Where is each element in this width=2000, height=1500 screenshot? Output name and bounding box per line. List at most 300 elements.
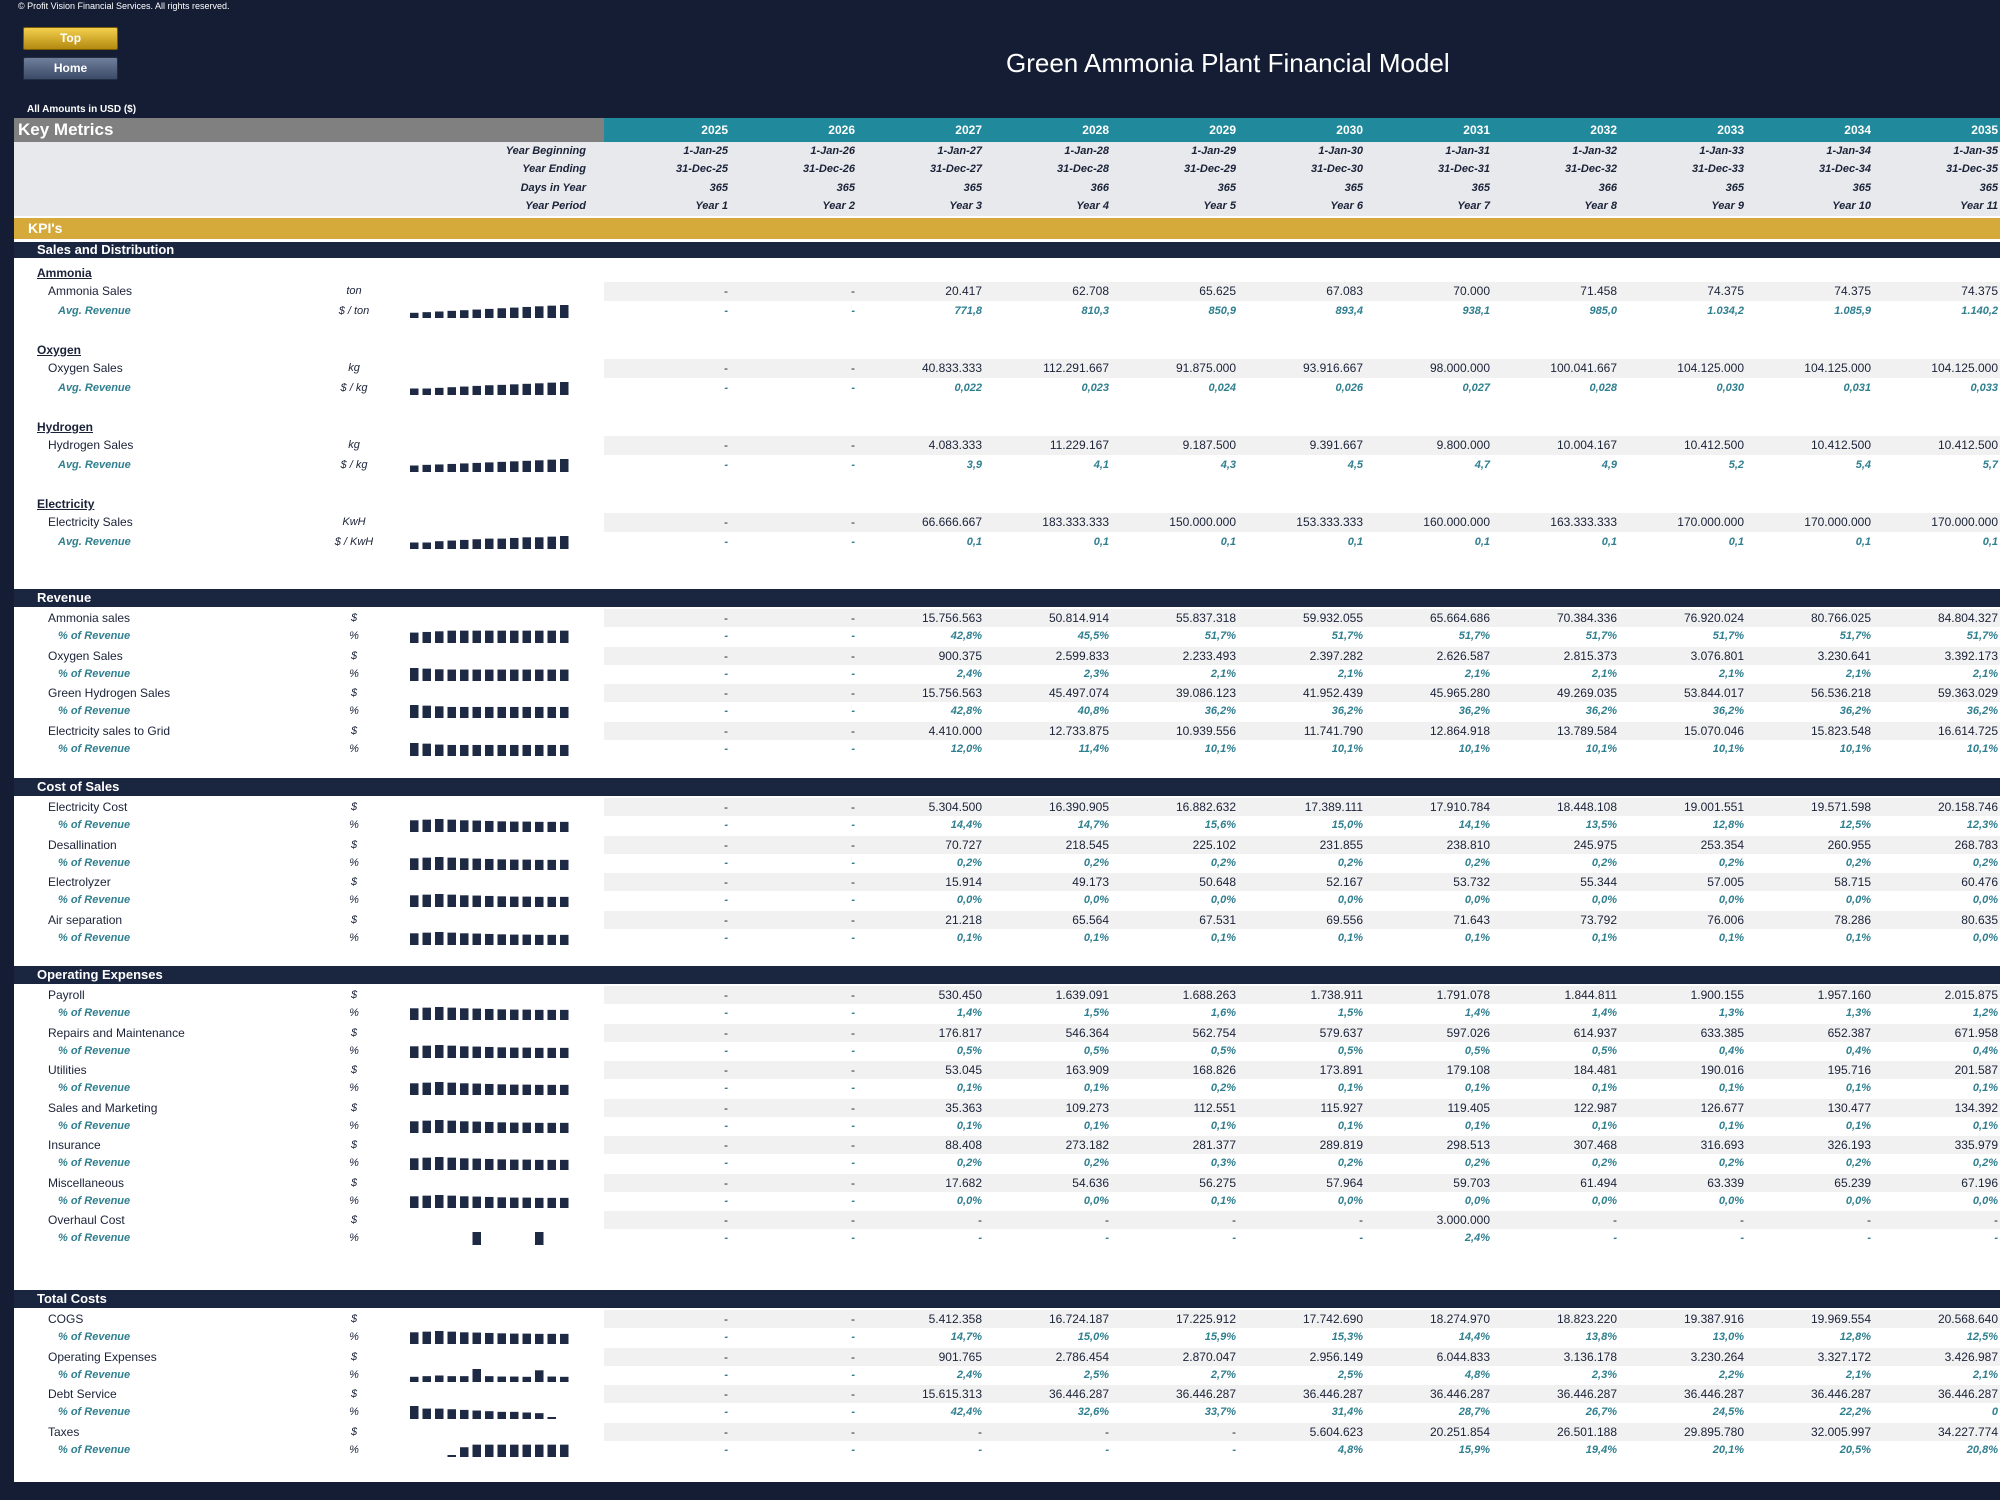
spark-bar xyxy=(435,894,444,907)
percent-unit: % xyxy=(349,705,359,717)
top-button[interactable]: Top xyxy=(23,27,118,50)
metric-value: 104.125.000 xyxy=(1931,361,1998,375)
percent-value: 51,7% xyxy=(1585,630,1617,642)
spark-bar xyxy=(423,895,432,907)
spark-bar xyxy=(510,897,519,907)
line-item-value: 122.987 xyxy=(1573,1100,1617,1115)
spark-bar xyxy=(560,744,569,755)
spark-bar xyxy=(473,1369,482,1382)
spark-bar xyxy=(460,858,469,870)
line-item-value: 57.964 xyxy=(1326,1175,1363,1190)
percent-value: 1,5% xyxy=(1083,1007,1109,1019)
percent-label: % of Revenue xyxy=(58,1194,131,1207)
sub-metric-value: 0,1 xyxy=(1093,536,1109,548)
spark-bar xyxy=(535,897,544,907)
spark-bar xyxy=(435,1082,444,1095)
percent-value: 1,6% xyxy=(1210,1007,1236,1019)
line-item-value: 901.765 xyxy=(938,1349,982,1364)
line-item-row xyxy=(14,647,2000,665)
line-item-value: 70.384.336 xyxy=(1556,611,1617,625)
spark-bar xyxy=(460,540,469,549)
spark-bar xyxy=(548,383,557,395)
line-item-value: 50.648 xyxy=(1199,875,1236,889)
spark-bar xyxy=(560,1010,569,1020)
line-item-value: 112.551 xyxy=(1193,1100,1236,1115)
sub-metric-row xyxy=(14,379,2000,398)
line-item-value: 71.643 xyxy=(1453,912,1490,927)
percent-of-revenue-row xyxy=(14,1192,2000,1210)
spark-bar xyxy=(535,460,544,472)
percent-value: 15,0% xyxy=(1331,819,1363,831)
timeline-row xyxy=(14,142,2000,161)
spark-bar xyxy=(473,896,482,907)
line-item-value: 2.786.454 xyxy=(1055,1349,1109,1364)
percent-label: % of Revenue xyxy=(58,742,131,755)
timeline-label: Year Beginning xyxy=(505,145,586,157)
group-title: Electricity xyxy=(37,497,95,511)
spark-bar xyxy=(435,1157,444,1170)
percent-value: 0,0% xyxy=(1337,1194,1363,1207)
line-item-value: 633.385 xyxy=(1700,1025,1744,1040)
spark-bar xyxy=(473,1333,482,1344)
percent-of-revenue-row xyxy=(14,1403,2000,1421)
percent-value: 0,1% xyxy=(1718,1082,1744,1094)
spark-bar xyxy=(548,859,557,869)
spark-bar xyxy=(435,312,444,319)
spark-bar xyxy=(448,1083,457,1095)
line-item-row xyxy=(14,798,2000,816)
line-item-value: 70.727 xyxy=(945,837,982,852)
line-item-value: 19.969.554 xyxy=(1810,1312,1871,1326)
line-item-value: 17.225.912 xyxy=(1175,1312,1236,1326)
line-item-unit: $ xyxy=(350,649,358,662)
percent-value: 10,1% xyxy=(1458,742,1490,755)
percent-value: 0,1% xyxy=(1718,1119,1744,1132)
spark-bar xyxy=(435,857,444,870)
line-item-value: 268.783 xyxy=(1954,837,1998,852)
percent-value: - xyxy=(851,1406,855,1418)
percent-value: 0,2% xyxy=(1464,1157,1490,1169)
key-metrics-label: Key Metrics xyxy=(14,118,604,142)
spark-bar xyxy=(510,1412,519,1419)
spark-bar xyxy=(448,895,457,907)
spark-bar xyxy=(485,1411,494,1419)
spark-bar xyxy=(460,1121,469,1133)
line-item-value: - xyxy=(851,1312,855,1326)
spark-bar xyxy=(485,896,494,907)
percent-value: - xyxy=(724,819,728,831)
spark-bar xyxy=(498,1197,507,1208)
sparkline xyxy=(410,854,580,872)
percent-value: - xyxy=(851,705,855,717)
spark-bar xyxy=(498,1412,507,1419)
spark-bar xyxy=(498,1333,507,1344)
sub-metric-value: - xyxy=(724,536,728,548)
spark-bar xyxy=(498,821,507,832)
percent-value: 0,1% xyxy=(1210,931,1236,944)
line-item-row xyxy=(14,1136,2000,1154)
line-item-row xyxy=(14,836,2000,854)
spark-bar xyxy=(548,460,557,472)
line-item-value: 78.286 xyxy=(1834,912,1871,927)
line-item-value: - xyxy=(851,1424,855,1439)
percent-value: 0,2% xyxy=(1210,856,1236,869)
line-item-row xyxy=(14,1385,2000,1403)
spark-bar xyxy=(535,1334,544,1344)
line-item-value: 201.587 xyxy=(1954,1063,1998,1077)
line-item-value: 36.446.287 xyxy=(1937,1387,1998,1401)
sub-metric-label: Avg. Revenue xyxy=(58,459,131,471)
line-item-value: 80.635 xyxy=(1961,912,1998,927)
percent-value: 0,1% xyxy=(1591,1119,1617,1132)
spark-bar xyxy=(448,1008,457,1020)
timeline-value: 365 xyxy=(836,182,855,194)
percent-value: - xyxy=(851,630,855,642)
percent-value: 0,2% xyxy=(1083,1157,1109,1169)
spark-bar xyxy=(510,1122,519,1132)
line-item-value: - xyxy=(851,875,855,889)
timeline-value: 365 xyxy=(1852,182,1871,194)
percent-value: 0,1% xyxy=(956,1119,982,1132)
percent-value: 36,2% xyxy=(1331,705,1363,717)
metric-row xyxy=(14,436,2000,455)
bottom-bar xyxy=(14,1482,2000,1490)
spark-bar xyxy=(510,1047,519,1057)
spark-bar xyxy=(448,820,457,832)
spark-bar xyxy=(448,464,457,472)
spark-bar xyxy=(548,707,557,718)
sparkline xyxy=(410,665,580,683)
line-item-value: 6.044.833 xyxy=(1436,1349,1490,1364)
spark-bar xyxy=(423,668,432,680)
percent-of-revenue-row xyxy=(14,1328,2000,1346)
spark-bar xyxy=(435,932,444,945)
line-item-value: - xyxy=(851,686,855,700)
line-item-value: 2.956.149 xyxy=(1309,1349,1363,1364)
timeline-label: Days in Year xyxy=(520,182,586,194)
spark-bar xyxy=(410,668,419,681)
metric-value: 10.412.500 xyxy=(1683,438,1744,452)
percent-value: 0,0% xyxy=(1464,894,1490,906)
copyright-notice: © Profit Vision Financial Services. All rights reserved. xyxy=(18,1,230,11)
spark-bar xyxy=(473,707,482,718)
timeline-label: Year Period xyxy=(525,200,586,212)
percent-value: 0,0% xyxy=(1591,1194,1617,1207)
line-item-value: 16.724.187 xyxy=(1048,1312,1109,1326)
spark-bar xyxy=(510,859,519,869)
line-item-value: 316.693 xyxy=(1700,1138,1744,1152)
spark-bar xyxy=(410,1083,419,1095)
group-title: Oxygen xyxy=(37,343,82,357)
line-item-value: - xyxy=(724,686,728,700)
timeline-value: 365 xyxy=(709,182,728,194)
spark-bar xyxy=(423,1409,432,1419)
sales-group-heading xyxy=(14,265,2000,281)
percent-value: - xyxy=(724,705,728,717)
spark-bar xyxy=(448,1158,457,1170)
line-item-value: 163.909 xyxy=(1065,1063,1109,1077)
percent-value: - xyxy=(851,1331,855,1343)
spark-bar xyxy=(448,541,457,549)
sub-metric-value: 810,3 xyxy=(1081,305,1109,317)
sub-metric-value: 0,1 xyxy=(1982,536,1998,548)
sub-metric-value: 0,1 xyxy=(966,536,982,548)
line-item-value: 5.412.358 xyxy=(928,1312,982,1326)
percent-value: 0,1% xyxy=(1083,1119,1109,1132)
percent-value: 14,4% xyxy=(1458,1331,1490,1343)
line-item-value: - xyxy=(851,1100,855,1115)
spark-bar xyxy=(473,669,482,680)
line-item-value: 34.227.774 xyxy=(1937,1424,1998,1439)
line-item-value: 4.410.000 xyxy=(928,723,982,738)
percent-value: 0,1% xyxy=(1845,1082,1871,1094)
home-button[interactable]: Home xyxy=(23,57,118,80)
sub-metric-value: 0,1 xyxy=(1855,536,1871,548)
timeline-row xyxy=(14,179,2000,198)
spark-bar xyxy=(535,1444,544,1456)
sparkline xyxy=(410,1117,580,1135)
year-header: 2026 xyxy=(828,123,855,137)
percent-value: 0,2% xyxy=(1210,1082,1236,1094)
line-item-label: Utilities xyxy=(48,1063,87,1077)
spark-bar xyxy=(410,389,419,396)
line-item-value: 176.817 xyxy=(938,1025,982,1040)
line-item-value: 1.844.811 xyxy=(1564,988,1617,1002)
percent-value: - xyxy=(1740,1232,1744,1244)
line-item-value: 41.952.439 xyxy=(1302,686,1363,700)
spark-bar xyxy=(423,1008,432,1020)
percent-value: 0,1% xyxy=(1591,931,1617,944)
spark-bar xyxy=(535,1085,544,1095)
sub-metric-value: 0,1 xyxy=(1220,536,1236,548)
metric-value: - xyxy=(851,361,855,375)
line-item-value: 119.405 xyxy=(1447,1100,1490,1115)
spark-bar xyxy=(448,311,457,318)
spark-bar xyxy=(498,669,507,680)
percent-value: - xyxy=(724,1044,728,1057)
timeline-value: 31-Dec-26 xyxy=(803,163,855,175)
line-item-value: 2.626.587 xyxy=(1436,648,1490,663)
spark-bar xyxy=(473,539,482,549)
percent-value: 0,1% xyxy=(1845,931,1871,944)
percent-of-revenue-row xyxy=(14,816,2000,834)
timeline-value: Year 3 xyxy=(949,200,982,212)
timeline-value: 1-Jan-31 xyxy=(1445,145,1490,157)
line-item-value: - xyxy=(724,1312,728,1326)
percent-value: - xyxy=(724,1194,728,1207)
percent-value: 2,2% xyxy=(1718,1368,1744,1381)
spark-bar xyxy=(510,308,519,318)
line-item-value: - xyxy=(851,1387,855,1401)
line-item-value: 39.086.123 xyxy=(1175,686,1236,700)
percent-label: % of Revenue xyxy=(58,1007,131,1019)
line-item-value: - xyxy=(724,1213,728,1227)
metric-value: - xyxy=(851,438,855,452)
line-item-value: - xyxy=(851,723,855,738)
sparkline-chart xyxy=(410,1403,580,1421)
line-item-value: 73.792 xyxy=(1580,912,1617,927)
percent-value: 0,1% xyxy=(1464,931,1490,944)
percent-value: 0,1% xyxy=(1337,931,1363,944)
percent-unit: % xyxy=(349,1082,359,1094)
line-item-value: - xyxy=(851,1213,855,1227)
percent-of-revenue-row xyxy=(14,1079,2000,1097)
line-item-value: - xyxy=(1232,1213,1236,1227)
timeline-label: Year Ending xyxy=(522,163,586,175)
percent-value: 0,1% xyxy=(1210,1119,1236,1132)
spark-bar xyxy=(485,539,494,549)
spark-bar xyxy=(460,631,469,643)
percent-value: - xyxy=(851,1232,855,1244)
percent-value: 0,5% xyxy=(1591,1044,1617,1057)
percent-value: 2,1% xyxy=(1210,667,1236,680)
spark-bar xyxy=(423,1083,432,1095)
line-item-value: 36.446.287 xyxy=(1429,1387,1490,1401)
sparkline-chart xyxy=(410,929,580,947)
metric-value: 74.375 xyxy=(1961,284,1998,298)
spark-bar xyxy=(460,463,469,472)
percent-value: 0,4% xyxy=(1972,1044,1998,1057)
percent-value: 0,4% xyxy=(1718,1044,1744,1057)
sparkline xyxy=(410,627,580,645)
percent-label: % of Revenue xyxy=(58,1082,131,1094)
line-item-value: 2.015.875 xyxy=(1944,988,1998,1002)
sub-metric-value: - xyxy=(724,382,728,394)
percent-value: 2,4% xyxy=(956,667,982,680)
percent-label: % of Revenue xyxy=(58,1331,131,1343)
percent-value: - xyxy=(851,1443,855,1456)
spark-bar xyxy=(410,820,419,832)
timeline-value: 1-Jan-34 xyxy=(1826,145,1871,157)
spark-bar xyxy=(510,1010,519,1020)
spark-bar xyxy=(410,1008,419,1020)
metric-value: 183.333.333 xyxy=(1042,515,1109,529)
metric-value: 153.333.333 xyxy=(1296,515,1363,529)
spark-bar xyxy=(410,1376,419,1381)
spark-bar xyxy=(410,705,419,718)
spark-bar xyxy=(523,537,532,549)
line-item-unit: $ xyxy=(350,1139,358,1151)
line-item-label: Electricity Cost xyxy=(48,800,128,814)
spark-bar xyxy=(448,1332,457,1344)
spark-bar xyxy=(548,306,557,318)
spark-bar xyxy=(485,631,494,643)
percent-of-revenue-row xyxy=(14,665,2000,683)
line-item-label: Payroll xyxy=(48,988,85,1002)
percent-value: - xyxy=(851,856,855,869)
percent-value: 0,1% xyxy=(1083,931,1109,944)
percent-unit: % xyxy=(349,1044,359,1057)
line-item-value: 245.975 xyxy=(1573,837,1617,852)
metric-value: 65.625 xyxy=(1199,284,1236,298)
line-item-label: Insurance xyxy=(48,1138,101,1152)
spark-bar xyxy=(560,859,569,869)
metric-value: 9.800.000 xyxy=(1436,438,1490,452)
percent-value: 2,7% xyxy=(1210,1368,1236,1381)
line-item-value: 17.682 xyxy=(945,1175,982,1190)
header-row xyxy=(14,118,2000,142)
percent-value: 51,7% xyxy=(1966,630,1998,642)
spark-bar xyxy=(560,1122,569,1132)
spark-bar xyxy=(485,858,494,869)
timeline-value: 366 xyxy=(1598,182,1617,194)
timeline-value: Year 2 xyxy=(822,200,855,212)
line-item-value: - xyxy=(724,800,728,814)
spark-bar xyxy=(548,1334,557,1344)
line-item-value: 19.571.598 xyxy=(1810,800,1871,814)
spark-bar xyxy=(485,385,494,395)
spark-bar xyxy=(473,1411,482,1419)
percent-value: - xyxy=(978,1443,982,1456)
spark-bar xyxy=(535,669,544,680)
spark-bar xyxy=(510,631,519,643)
line-item-value: 273.182 xyxy=(1065,1138,1109,1152)
percent-value: 1,5% xyxy=(1337,1007,1363,1019)
percent-value: 0,0% xyxy=(1718,1194,1744,1207)
line-item-value: 21.218 xyxy=(945,912,982,927)
percent-value: 0,0% xyxy=(1718,894,1744,906)
spark-bar xyxy=(435,464,444,472)
percent-value: 36,2% xyxy=(1204,705,1236,717)
spark-bar xyxy=(523,897,532,907)
spark-bar xyxy=(535,707,544,718)
line-item-value: 3.000.000 xyxy=(1436,1213,1490,1227)
percent-value: 1,2% xyxy=(1972,1007,1998,1019)
spark-bar xyxy=(535,859,544,869)
spark-bar xyxy=(460,387,469,395)
line-item-value: 238.810 xyxy=(1446,837,1490,852)
line-item-value: - xyxy=(1232,1424,1236,1439)
spark-bar xyxy=(485,309,494,318)
spark-bar xyxy=(535,1160,544,1170)
percent-value: - xyxy=(724,1368,728,1381)
sparkline-chart xyxy=(410,891,580,909)
page-title: Green Ammonia Plant Financial Model xyxy=(1006,48,1450,78)
line-item-value: - xyxy=(1994,1213,1998,1227)
spark-bar xyxy=(523,859,532,869)
line-item-value: 59.932.055 xyxy=(1302,611,1363,625)
spark-bar xyxy=(535,383,544,395)
percent-of-revenue-row xyxy=(14,702,2000,720)
percent-of-revenue-row xyxy=(14,1366,2000,1384)
sparkline xyxy=(410,740,580,758)
metric-value: 160.000.000 xyxy=(1423,515,1490,529)
spark-bar xyxy=(473,858,482,869)
spark-bar xyxy=(535,744,544,755)
sub-metric-value: 0,023 xyxy=(1081,382,1109,394)
line-item-value: 2.233.493 xyxy=(1182,648,1236,663)
line-item-row xyxy=(14,1211,2000,1229)
spark-bar xyxy=(448,932,457,944)
spark-bar xyxy=(410,466,419,473)
line-item-label: Miscellaneous xyxy=(48,1175,125,1190)
spark-bar xyxy=(548,1376,557,1381)
section-cost-of-sales: Cost of Sales xyxy=(14,778,2000,796)
line-item-unit: $ xyxy=(350,1425,358,1438)
spark-bar xyxy=(560,1085,569,1095)
spark-bar xyxy=(460,744,469,755)
spark-bar xyxy=(510,1197,519,1207)
line-item-value: 12.733.875 xyxy=(1048,723,1109,738)
line-item-value: - xyxy=(1359,1213,1363,1227)
sub-metric-value: 0,030 xyxy=(1716,382,1744,394)
line-item-value: 2.397.282 xyxy=(1309,648,1363,663)
percent-value: - xyxy=(851,894,855,906)
percent-value: - xyxy=(724,1443,728,1456)
line-item-value: - xyxy=(851,648,855,663)
line-item-unit: $ xyxy=(350,1214,358,1226)
percent-value: - xyxy=(978,1232,982,1244)
